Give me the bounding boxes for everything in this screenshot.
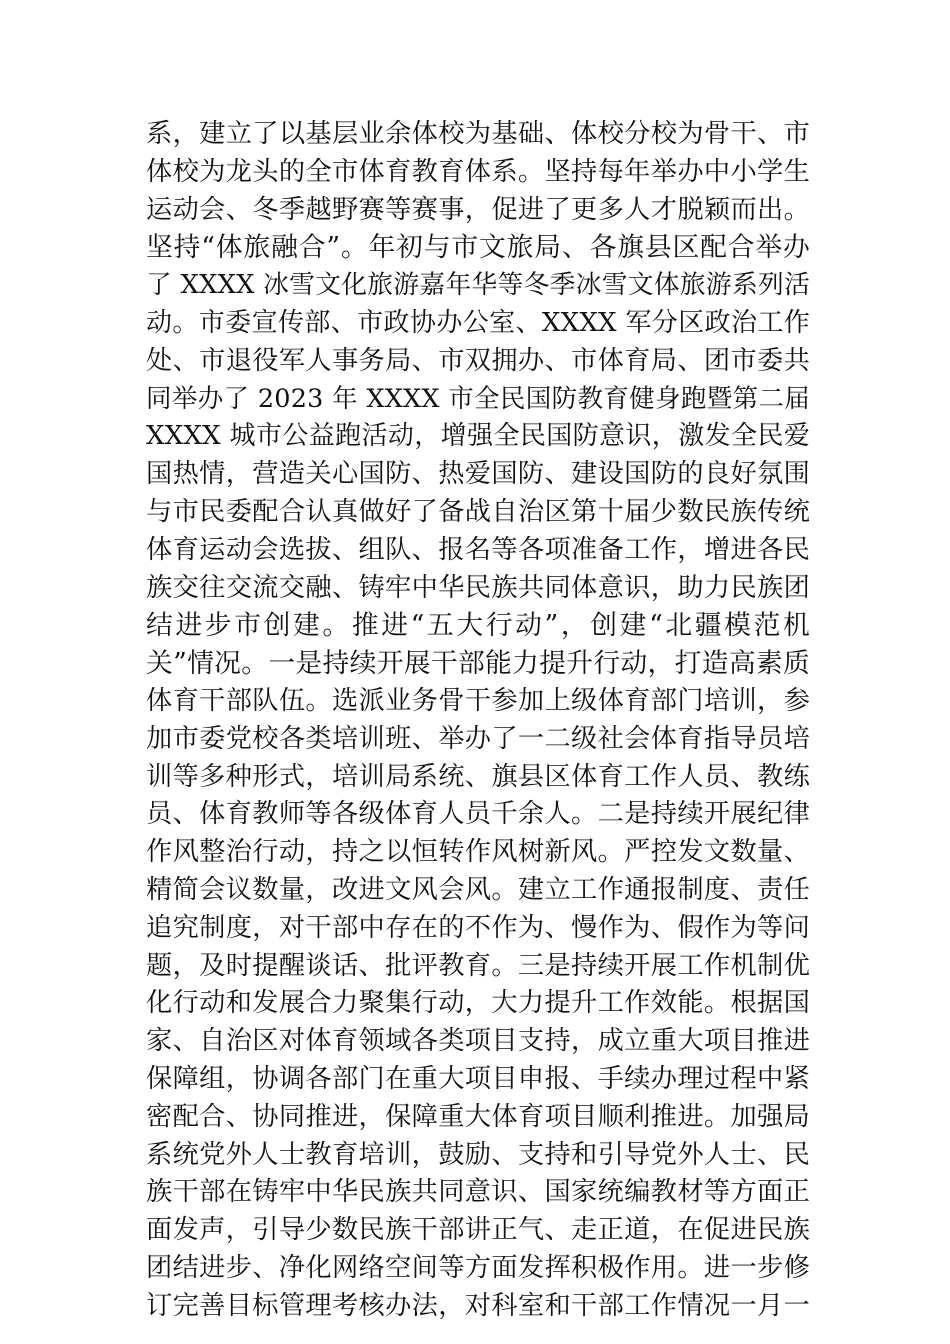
text-line: 化行动和发展合力聚集行动，大力提升工作效能。根据国 — [146, 988, 810, 1019]
text-line: 坚持“体旅融合”。年初与市文旅局、各旗县区配合举办 — [146, 232, 810, 264]
text-line: 员、体育教师等各级体育人员千余人。二是持续开展纪律 — [146, 799, 810, 830]
text-line: 体校为龙头的全市体育教育体系。坚持每年举办中小学生 — [146, 156, 810, 187]
text-line: 体育干部队伍。选派业务骨干参加上级体育部门培训，参 — [146, 685, 810, 716]
text-line: 动。市委宣传部、市政协办公室、XXXX 军分区政治工作 — [146, 307, 810, 338]
text-line: 面发声，引导少数民族干部讲正气、走正道，在促进民族 — [146, 1215, 810, 1246]
text-line: 运动会、冬季越野赛等赛事，促进了更多人才脱颖而出。 — [146, 194, 810, 225]
text-line: 题，及时提醒谈话、批评教育。三是持续开展工作机制优 — [146, 950, 810, 981]
text-line: 训等多种形式，培训局系统、旗县区体育工作人员、教练 — [146, 761, 810, 792]
body-text — [146, 116, 810, 1326]
text-line: 家、自治区对体育领域各类项目支持，成立重大项目推进 — [146, 1026, 810, 1057]
text-line: 族交往交流交融、铸牢中华民族共同体意识，助力民族团 — [146, 572, 810, 603]
text-line: 与市民委配合认真做好了备战自治区第十届少数民族传统 — [146, 496, 810, 527]
text-line: XXXX 城市公益跑活动，增强全民国防意识，激发全民爱 — [146, 421, 810, 452]
text-line: 族干部在铸牢中华民族共同意识、国家统编教材等方面正 — [146, 1177, 810, 1208]
text-line: 保障组，协调各部门在重大项目申报、手续办理过程中紧 — [146, 1063, 810, 1094]
text-line: 作风整治行动，持之以恒转作风树新风。严控发文数量、 — [146, 837, 810, 868]
text-line: 结进步市创建。推进“五大行动”，创建“北疆模范机 — [146, 610, 810, 642]
text-line: 处、市退役军人事务局、市双拥办、市体育局、团市委共 — [146, 345, 810, 376]
text-line: 加市委党校各类培训班、举办了一二级社会体育指导员培 — [146, 723, 810, 754]
text-line: 了 XXXX 冰雪文化旅游嘉年华等冬季冰雪文体旅游系列活 — [146, 270, 810, 301]
text-line: 密配合、协同推进，保障重大体育项目顺利推进。加强局 — [146, 1101, 810, 1132]
text-line: 订完善目标管理考核办法，对科室和干部工作情况一月一 — [146, 1290, 810, 1321]
text-line: 系，建立了以基层业余体校为基础、体校分校为骨干、市 — [146, 119, 810, 149]
text-line: 同举办了 2023 年 XXXX 市全民国防教育健身跑暨第二届 — [146, 383, 810, 414]
text-line: 关”情况。一是持续开展干部能力提升行动，打造高素质 — [146, 648, 810, 680]
text-line: 追究制度，对干部中存在的不作为、慢作为、假作为等问 — [146, 912, 810, 943]
text-line: 团结进步、净化网络空间等方面发挥积极作用。进一步修 — [146, 1252, 810, 1283]
text-line: 国热情，营造关心国防、热爱国防、建设国防的良好氛围 — [146, 459, 810, 490]
text-line: 体育运动会选拔、组队、报名等各项准备工作，增进各民 — [146, 534, 810, 565]
text-line: 精简会议数量，改进文风会风。建立工作通报制度、责任 — [146, 874, 810, 905]
text-line: 系统党外人士教育培训，鼓励、支持和引导党外人士、民 — [146, 1139, 810, 1170]
